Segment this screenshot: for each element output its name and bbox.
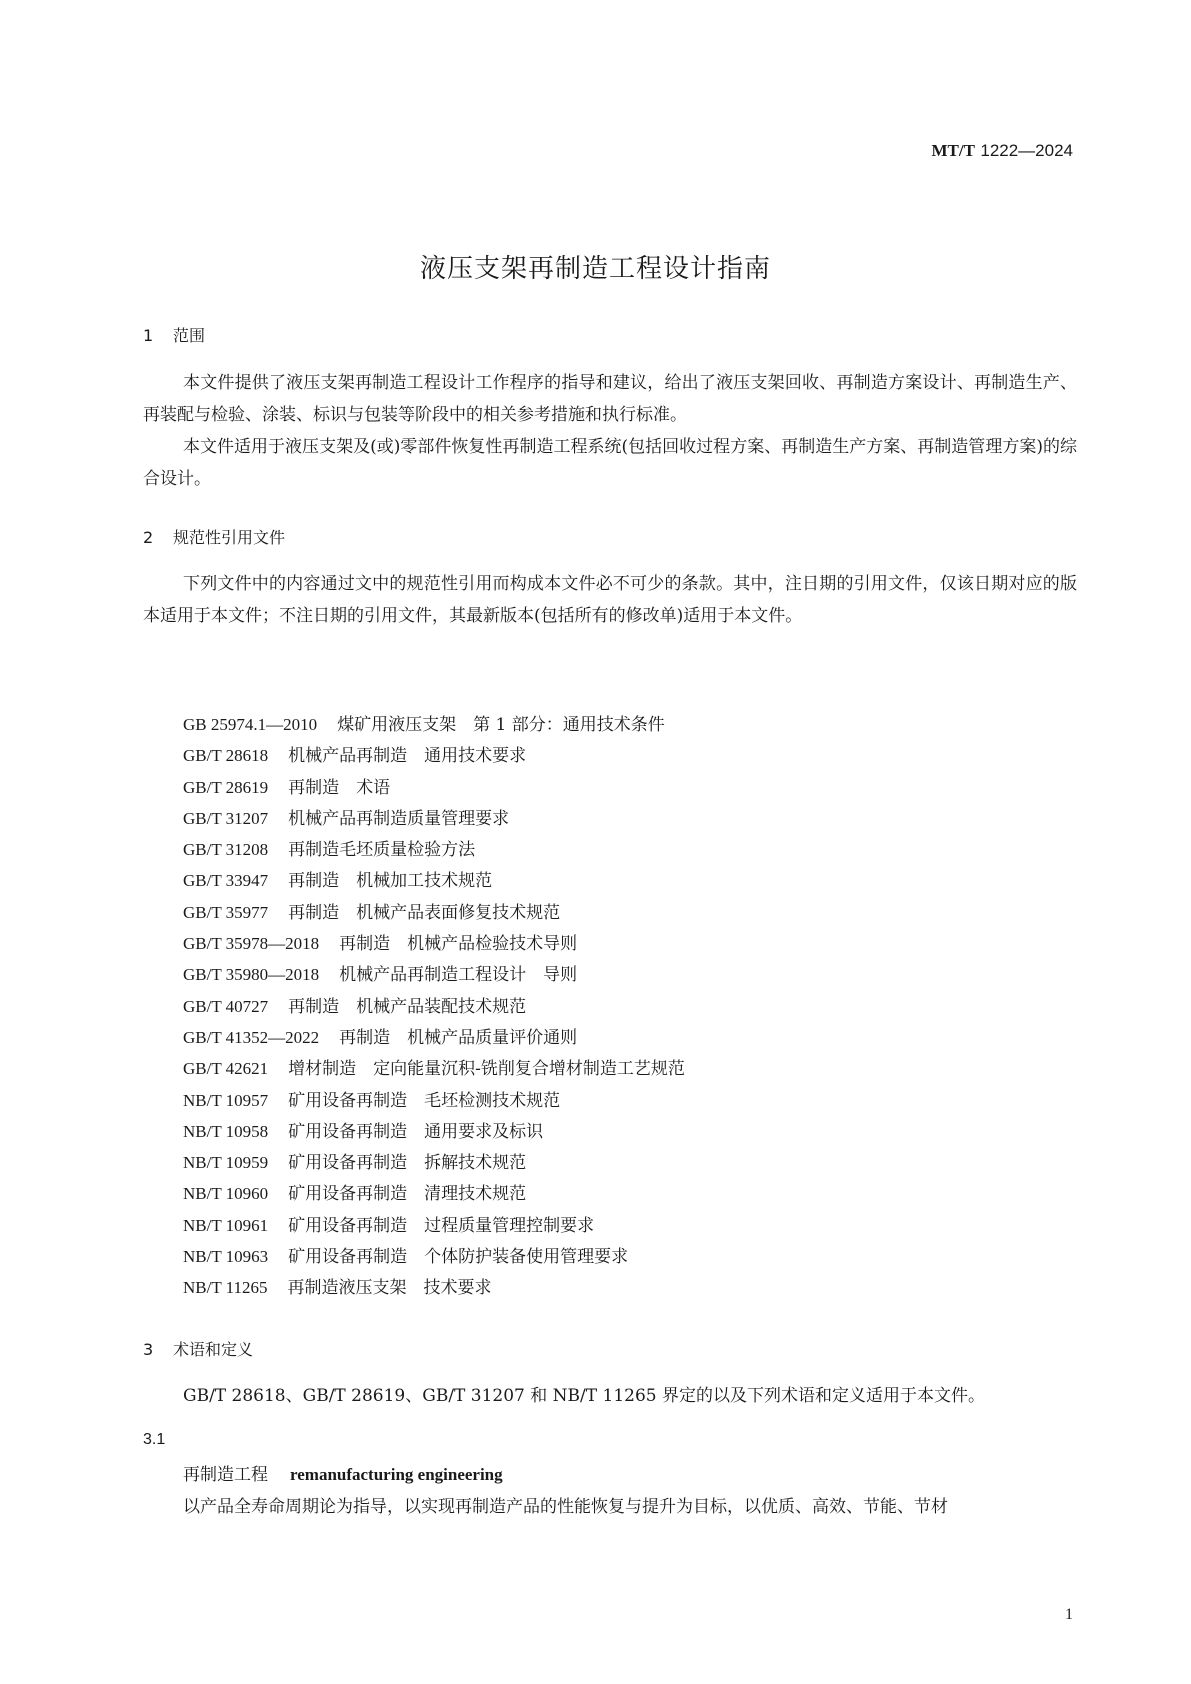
reference-code: NB/T 10958 bbox=[183, 1121, 269, 1141]
reference-title: 矿用设备再制造 清理技术规范 bbox=[288, 1184, 527, 1205]
reference-title: 再制造 机械产品装配技术规范 bbox=[288, 996, 527, 1017]
reference-title: 再制造 机械产品质量评价通则 bbox=[339, 1027, 578, 1048]
reference-title: 再制造液压支架 技术要求 bbox=[287, 1278, 492, 1299]
reference-code: GB/T 31208 bbox=[183, 840, 269, 860]
reference-item bbox=[183, 1178, 685, 1209]
term-definition: 以产品全寿命周期论为指导，以实现再制造产品的性能恢复与提升为目标，以优质、高效、节能、节材 bbox=[183, 1497, 948, 1517]
reference-title: 增材制造 定向能量沉积-铣削复合增材制造工艺规范 bbox=[288, 1059, 685, 1080]
document-title: 液压支架再制造工程设计指南 bbox=[419, 254, 771, 284]
reference-code: GB/T 42621 bbox=[183, 1059, 269, 1079]
section-title: 规范性引用文件 bbox=[173, 528, 286, 547]
reference-code: GB/T 28619 bbox=[183, 777, 269, 797]
normative-references-intro: 下列文件中的内容通过文中的规范性引用而构成本文件必不可少的条款。其中，注日期的引用文件，仅该日期对应的版本适用于本文件；不注日期的引用文件，其最新版本(包括所有的修改单)适用于本文件。 bbox=[143, 574, 1077, 626]
reference-item bbox=[183, 959, 685, 990]
reference-code: GB/T 28618 bbox=[183, 746, 269, 766]
section-3-heading bbox=[143, 1337, 253, 1360]
standard-number bbox=[932, 141, 1074, 161]
reference-item bbox=[183, 1116, 685, 1147]
page-number: 1 bbox=[1065, 1606, 1073, 1623]
section-number: 3 bbox=[143, 1340, 154, 1359]
reference-title: 矿用设备再制造 过程质量管理控制要求 bbox=[288, 1215, 595, 1236]
section-number: 2 bbox=[143, 528, 154, 547]
reference-item bbox=[183, 928, 685, 959]
reference-code: NB/T 11265 bbox=[183, 1278, 268, 1298]
reference-item bbox=[183, 1022, 685, 1053]
standard-year-number: 1222—2024 bbox=[980, 141, 1073, 160]
section-title: 范围 bbox=[173, 326, 206, 345]
reference-list bbox=[183, 709, 685, 1304]
reference-code: GB/T 35977 bbox=[183, 902, 269, 922]
reference-title: 矿用设备再制造 通用要求及标识 bbox=[288, 1121, 544, 1142]
reference-title: 再制造毛坯质量检验方法 bbox=[288, 840, 476, 861]
reference-item bbox=[183, 1272, 685, 1303]
term-english: remanufacturing engineering bbox=[290, 1465, 503, 1484]
reference-code: NB/T 10959 bbox=[183, 1153, 269, 1173]
reference-item bbox=[183, 897, 685, 928]
reference-item bbox=[183, 1053, 685, 1084]
reference-item bbox=[183, 1241, 685, 1272]
reference-item bbox=[183, 709, 685, 740]
reference-title: 再制造 术语 bbox=[288, 777, 391, 798]
reference-item bbox=[183, 772, 685, 803]
reference-item bbox=[183, 803, 685, 834]
reference-item bbox=[183, 1210, 685, 1241]
reference-title: 机械产品再制造质量管理要求 bbox=[288, 808, 510, 829]
reference-title: 机械产品再制造 通用技术要求 bbox=[288, 746, 527, 767]
section-1-heading bbox=[143, 323, 205, 346]
reference-item bbox=[183, 865, 685, 896]
reference-code: NB/T 10960 bbox=[183, 1184, 269, 1204]
scope-paragraph-2: 本文件适用于液压支架及(或)零部件恢复性再制造工程系统(包括回收过程方案、再制造生产方案、再制造管理方案)的综合设计。 bbox=[143, 437, 1077, 489]
terms-intro: GB/T 28618、GB/T 28619、GB/T 31207 和 NB/T 11265 界定的以及下列术语和定义适用于本文件。 bbox=[183, 1386, 985, 1406]
reference-code: GB/T 35980—2018 bbox=[183, 965, 320, 985]
term-number: 3.1 bbox=[143, 1431, 166, 1448]
reference-item bbox=[183, 991, 685, 1022]
section-title: 术语和定义 bbox=[173, 1340, 254, 1359]
reference-title: 矿用设备再制造 拆解技术规范 bbox=[288, 1153, 527, 1174]
term-chinese: 再制造工程 bbox=[183, 1465, 268, 1485]
reference-item bbox=[183, 1085, 685, 1116]
reference-item bbox=[183, 834, 685, 865]
reference-code: GB/T 31207 bbox=[183, 808, 269, 828]
reference-code: GB/T 40727 bbox=[183, 996, 269, 1016]
reference-code: NB/T 10957 bbox=[183, 1090, 269, 1110]
scope-paragraph-1: 本文件提供了液压支架再制造工程设计工作程序的指导和建议，给出了液压支架回收、再制造方案设计、再制造生产、再装配与检验、涂装、标识与包装等阶段中的相关参考措施和执行标准。 bbox=[143, 373, 1077, 425]
section-2-heading bbox=[143, 525, 285, 548]
reference-title: 矿用设备再制造 个体防护装备使用管理要求 bbox=[288, 1247, 629, 1268]
reference-title: 再制造 机械加工技术规范 bbox=[288, 871, 493, 892]
reference-code: GB/T 35978—2018 bbox=[183, 934, 320, 954]
reference-code: GB/T 33947 bbox=[183, 871, 269, 891]
reference-title: 再制造 机械产品检验技术导则 bbox=[339, 934, 578, 955]
standard-code: MT/T bbox=[931, 141, 975, 160]
reference-title: 机械产品再制造工程设计 导则 bbox=[339, 965, 578, 986]
term-heading bbox=[183, 1460, 503, 1485]
reference-title: 矿用设备再制造 毛坯检测技术规范 bbox=[288, 1090, 561, 1111]
reference-title: 再制造 机械产品表面修复技术规范 bbox=[288, 902, 561, 923]
reference-code: NB/T 10963 bbox=[183, 1247, 269, 1267]
reference-code: GB/T 41352—2022 bbox=[183, 1027, 320, 1047]
reference-code: NB/T 10961 bbox=[183, 1215, 269, 1235]
reference-item bbox=[183, 740, 685, 771]
reference-title: 煤矿用液压支架 第 1 部分：通用技术条件 bbox=[337, 715, 665, 735]
reference-code: GB 25974.1—2010 bbox=[183, 715, 318, 734]
section-number: 1 bbox=[143, 326, 154, 345]
reference-item bbox=[183, 1147, 685, 1178]
